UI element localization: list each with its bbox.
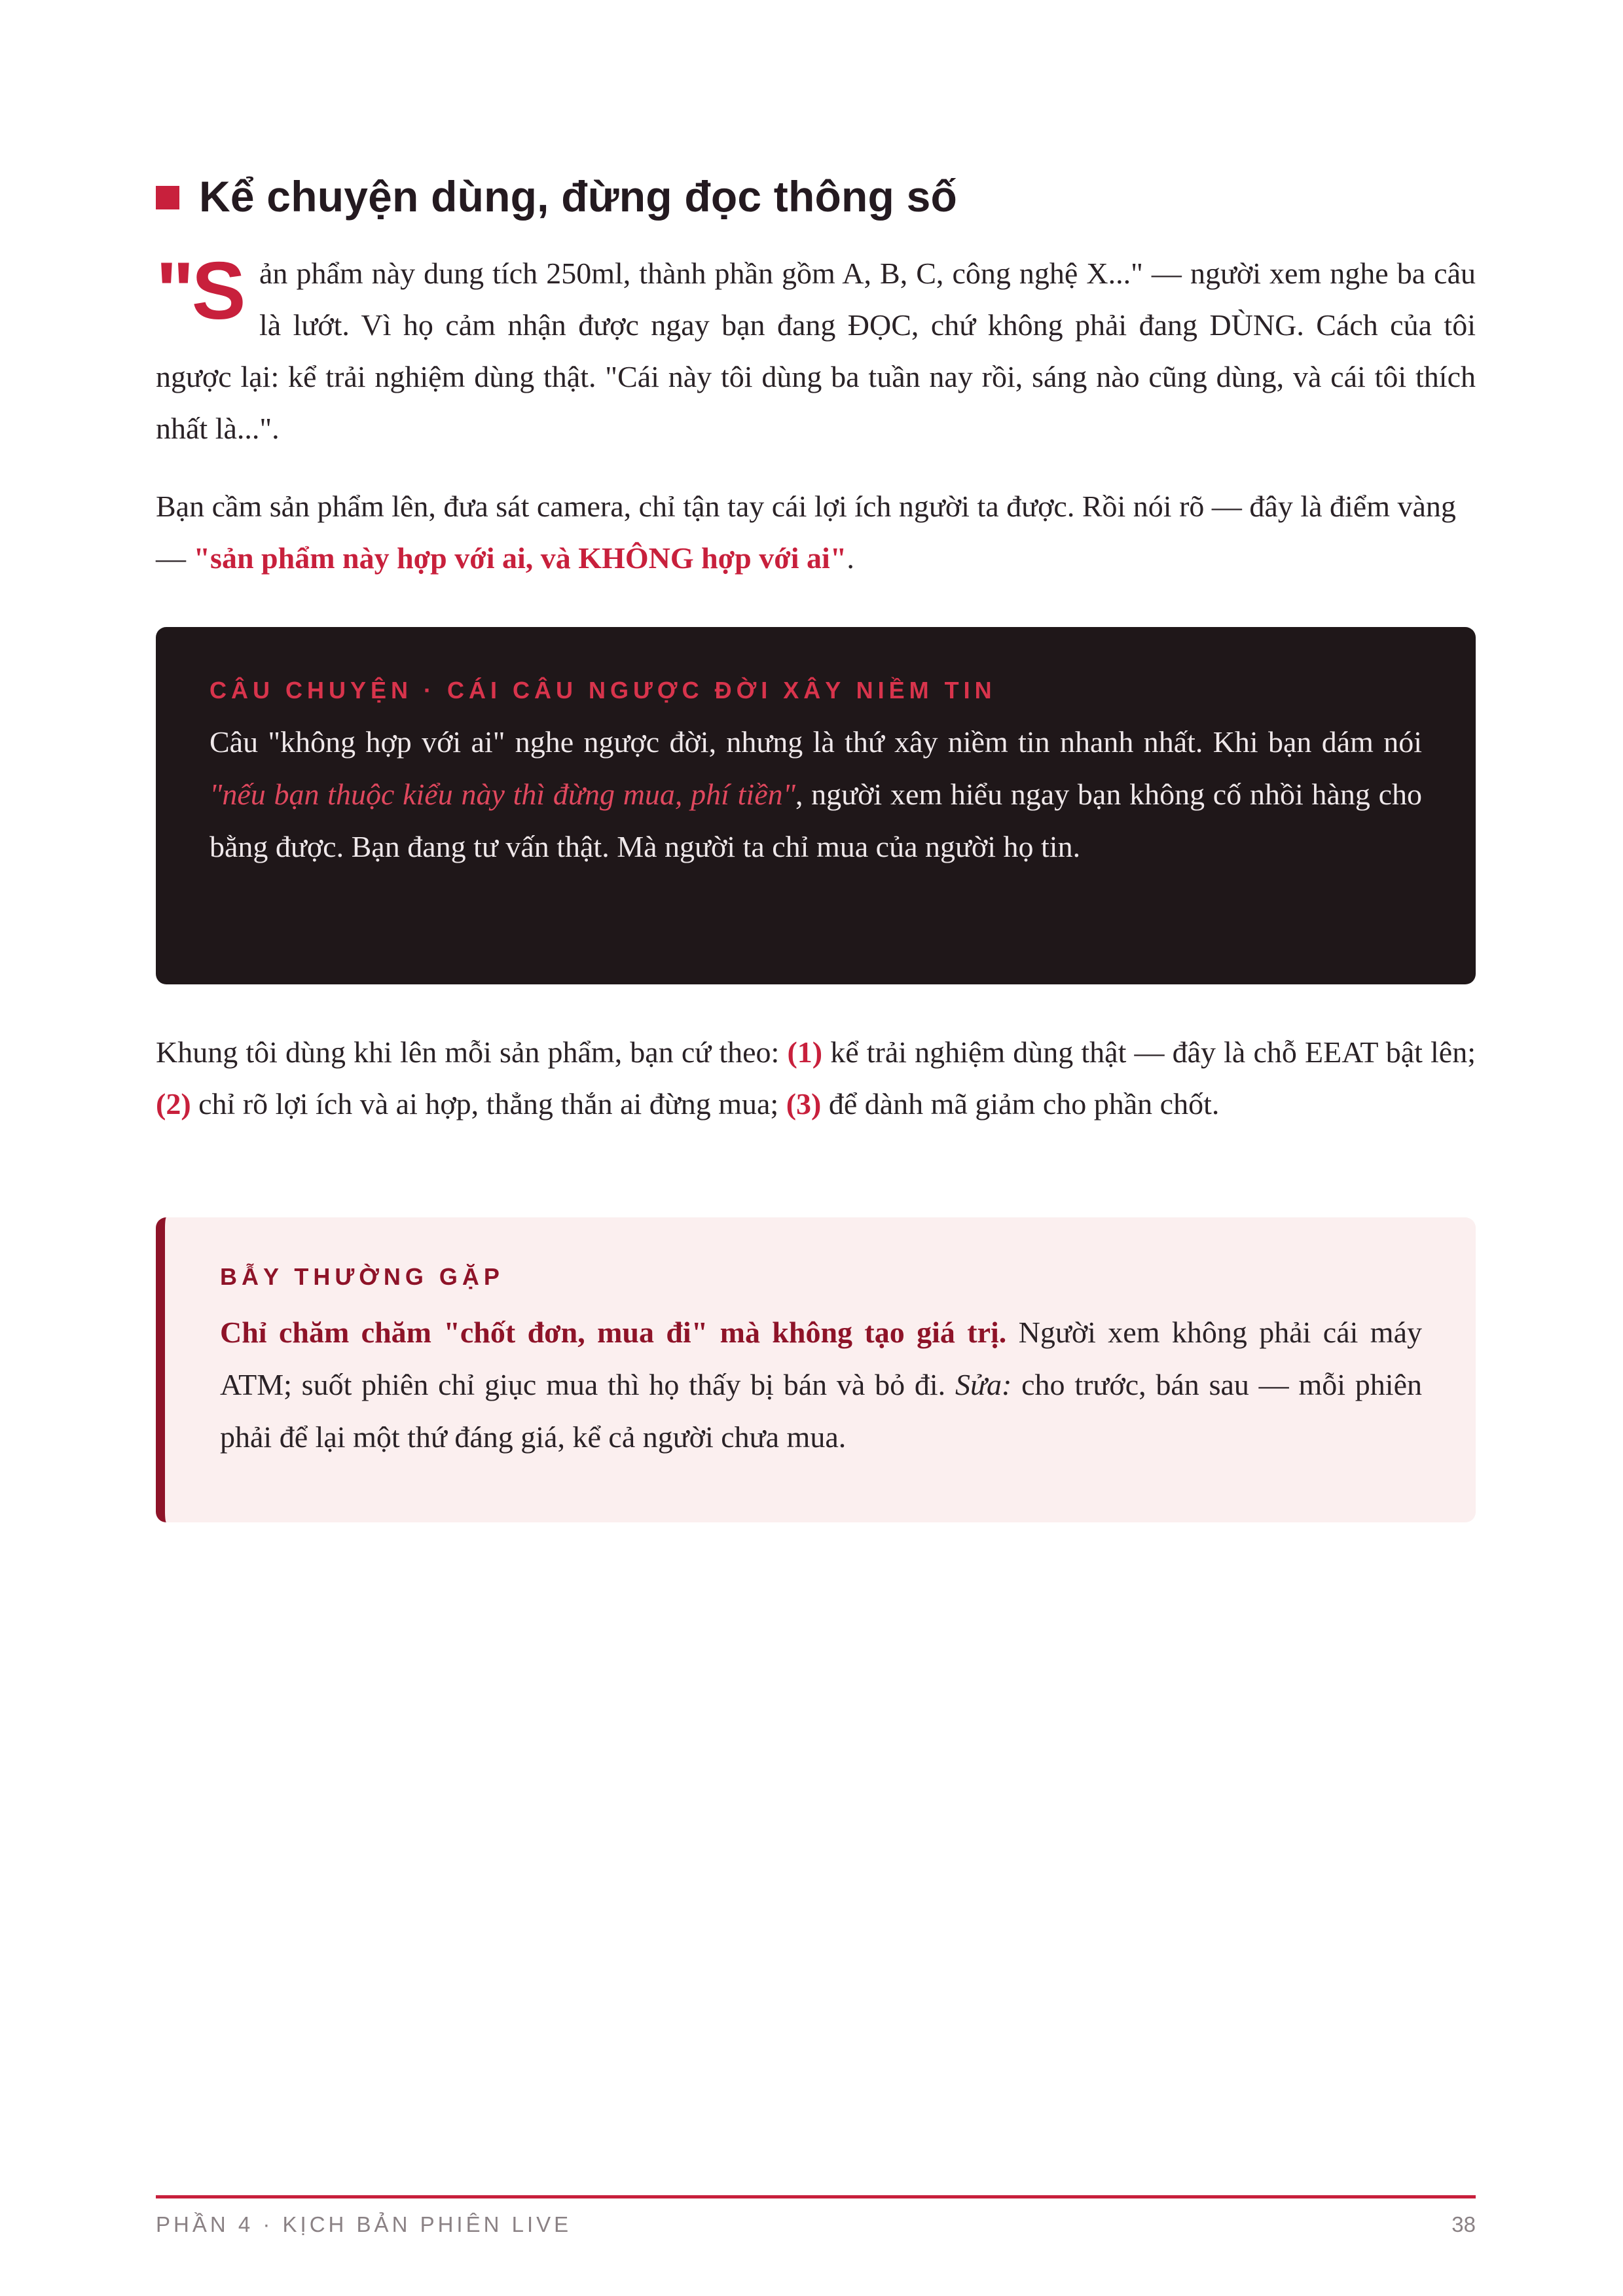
framework-number-2: (2) [156, 1087, 191, 1121]
framework-intro: Khung tôi dùng khi lên mỗi sản phẩm, bạn cứ theo: [156, 1035, 788, 1069]
story-quote: "nếu bạn thuộc kiểu này thì đừng mua, phí tiền" [210, 778, 795, 811]
intro-text: ản phẩm này dung tích 250ml, thành phần gồm A, B, C, công nghệ X..." — người xem nghe ba câu là lướt. Vì họ cảm nhận được ngay bạn đang ĐỌC, chứ không phải đang DÙNG. Cách của tôi ngược lại: kể trải nghiệm dùng thật. "Cái này tôi dùng ba tuần nay rồi, sáng nào cũng dùng, và cái tôi thích nhất là...". [156, 257, 1476, 445]
story-text-start: Câu "không hợp với ai" nghe ngược đời, nhưng là thứ xây niềm tin nhanh nhất. Khi bạn dám nói [210, 725, 1422, 759]
paragraph-framework [156, 1026, 1476, 1130]
page-number: 38 [1451, 2212, 1476, 2236]
trap-text [220, 1306, 1422, 1463]
framework-number-1: (1) [787, 1035, 823, 1069]
page-title: Kể chuyện dùng, đừng đọc thông số [199, 172, 957, 221]
trap-fix-label: Sửa: [955, 1368, 1012, 1401]
footer-divider [156, 2195, 1476, 2198]
framework-step-1: kể trải nghiệm dùng thật — đây là chỗ EEAT bật lên; [822, 1035, 1476, 1069]
story-text-end: , người xem hiểu ngay bạn không cố nhồi hàng cho bằng được. Bạn đang tư vấn thật. Mà người ta chỉ mua của người họ tin. [210, 778, 1423, 863]
story-text [210, 716, 1422, 873]
story-box [156, 627, 1476, 984]
paragraph-text: Bạn cầm sản phẩm lên, đưa sát camera, chỉ tận tay cái lợi ích người ta được. Rồi nói rõ — đây là điểm vàng — [156, 490, 1456, 575]
section-heading [156, 171, 957, 221]
framework-number-3: (3) [786, 1087, 822, 1121]
highlight-text: "sản phẩm này hợp với ai, và KHÔNG hợp với ai" [193, 541, 847, 575]
framework-step-3: để dành mã giảm cho phần chốt. [821, 1087, 1220, 1121]
trap-lead: Chỉ chăm chăm "chốt đơn, mua đi" mà không tạo giá trị. [220, 1316, 1007, 1349]
paragraph-text-end: . [847, 541, 854, 575]
heading-bullet-square [156, 186, 179, 209]
trap-label: BẪY THƯỜNG GẶP [220, 1263, 504, 1290]
story-label: CÂU CHUYỆN · CÁI CÂU NGƯỢC ĐỜI XÂY NIỀM TIN [210, 677, 996, 704]
trap-fix: cho trước, bán sau — mỗi phiên phải để lại một thứ đáng giá, kể cả người chưa mua. [220, 1368, 1422, 1454]
paragraph-product-fit [156, 480, 1476, 584]
footer-section-title: PHẦN 4 · KỊCH BẢN PHIÊN LIVE [156, 2212, 572, 2236]
framework-step-2: chỉ rõ lợi ích và ai hợp, thẳng thắn ai đừng mua; [191, 1087, 786, 1121]
trap-body: Người xem không phải cái máy ATM; suốt phiên chỉ giục mua thì họ thấy bị bán và bỏ đi. [220, 1316, 1422, 1401]
intro-paragraph [156, 247, 1476, 454]
trap-callout [156, 1217, 1476, 1522]
drop-cap: "S [156, 246, 244, 336]
